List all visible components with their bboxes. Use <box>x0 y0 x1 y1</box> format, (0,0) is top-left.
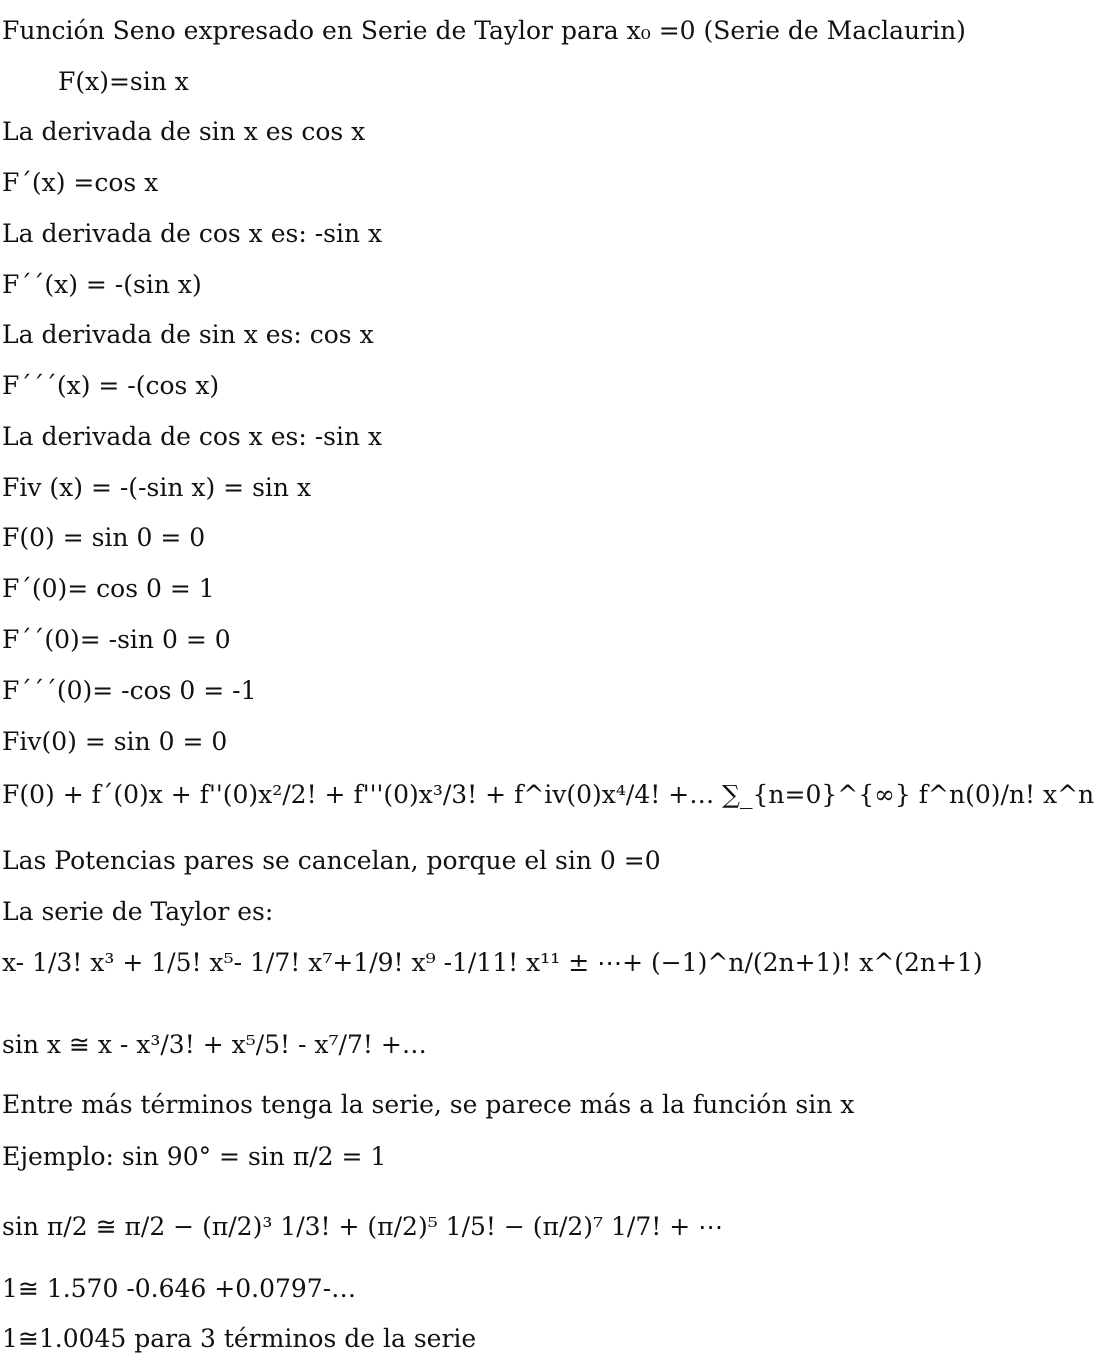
eval-f0: F(0) = sin 0 = 0 <box>2 523 206 552</box>
first-derivative: F´(x) =cos x <box>2 168 159 197</box>
third-derivative: F´´´(x) = -(cos x) <box>2 371 220 400</box>
eval-f3: F´´´(0)= -cos 0 = -1 <box>2 676 257 705</box>
derivative-text-3: La derivada de sin x es: cos x <box>2 320 374 349</box>
eval-f2: F´´(0)= -sin 0 = 0 <box>2 625 231 654</box>
example-line: Ejemplo: sin 90° = sin π/2 = 1 <box>2 1142 387 1171</box>
convergence-note: Entre más términos tenga la serie, se parece más a la función sin x <box>2 1090 855 1119</box>
second-derivative: F´´(x) = -(sin x) <box>2 270 202 299</box>
derivative-text-4: La derivada de cos x es: -sin x <box>2 422 383 451</box>
series-heading: La serie de Taylor es: <box>2 897 274 926</box>
eval-f1: F´(0)= cos 0 = 1 <box>2 574 215 603</box>
expanded-series: x- 1/3! x³ + 1/5! x⁵- 1/7! x⁷+1/9! x⁹ -1/11! x¹¹ ± ⋯+ (−1)^n/(2n+1)! x^(2n+1) <box>2 948 983 977</box>
derivative-text-1: La derivada de sin x es cos x <box>2 117 366 146</box>
title-line: Función Seno expresado en Serie de Taylor para x₀ =0 (Serie de Maclaurin) <box>2 16 966 45</box>
even-powers-note: Las Potencias pares se cancelan, porque el sin 0 =0 <box>2 846 661 875</box>
eval-f4: Fiv(0) = sin 0 = 0 <box>2 727 228 756</box>
numeric-terms: 1≅ 1.570 -0.646 +0.0797-… <box>2 1274 357 1303</box>
general-series-formula: F(0) + f´(0)x + f''(0)x²/2! + f'''(0)x³/3! + f^iv(0)x⁴/4! +… ∑_{n=0}^{∞} f^n(0)/n! x^n <box>2 780 1094 809</box>
fourth-derivative: Fiv (x) = -(-sin x) = sin x <box>2 473 312 502</box>
numeric-result: 1≅1.0045 para 3 términos de la serie <box>2 1324 477 1353</box>
pi-half-evaluation: sin π/2 ≅ π/2 − (π/2)³ 1/3! + (π/2)⁵ 1/5! − (π/2)⁷ 1/7! + ⋯ <box>2 1212 724 1241</box>
derivative-text-2: La derivada de cos x es: -sin x <box>2 219 383 248</box>
function-definition: F(x)=sin x <box>58 67 189 96</box>
sine-approximation: sin x ≅ x - x³/3! + x⁵/5! - x⁷/7! +… <box>2 1030 427 1059</box>
